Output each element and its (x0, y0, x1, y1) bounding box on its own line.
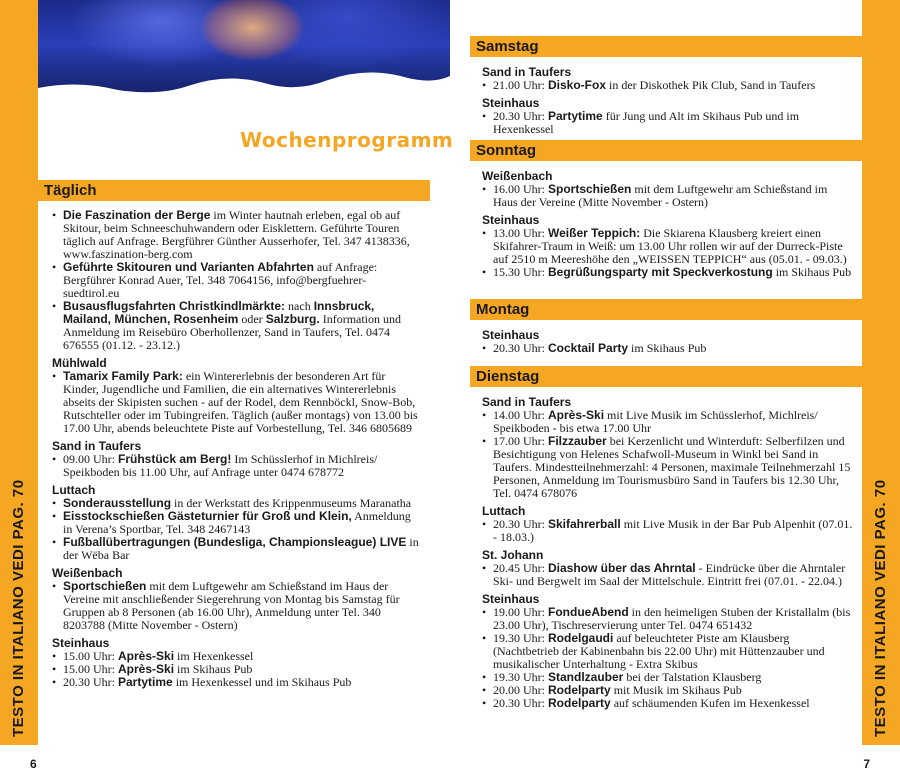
event-item (482, 562, 854, 588)
place-heading: Weißenbach (52, 566, 123, 580)
event-text: mit Live Musik im Schüsslerhof, Michlreis/ Speikboden - bis etwa 17.00 Uhr (493, 408, 818, 435)
event-highlight: Sportschießen (548, 182, 632, 196)
event-highlight: Partytime (548, 109, 603, 123)
event-text: Die Skiarena Klausberg kreiert einen Skifahrer-Traum in Weiß: um 13.00 Uhr rollen wir auf der Durreck-Piste auf 2510 m Meereshöhe den „WEISSEN TEPPICH“ aus (05.01. - 09.03.) (493, 226, 847, 266)
event-item (482, 435, 854, 500)
event-text: oder (238, 312, 266, 326)
event-text: Information und Anmeldung im Reisebüro Oberhollenzer, Sand in Taufers, Tel. 0474 676555 (01.12. - 23.12.) (63, 312, 402, 352)
event-highlight: Sportschießen (63, 579, 147, 593)
event-list (52, 209, 422, 352)
event-text: 20.00 Uhr: (493, 683, 548, 697)
event-text: 20.30 Uhr: (493, 696, 548, 710)
event-text: bei Kerzenlicht und Winterduft: Selberfilzen und Besichtigung von Helenes Schafwoll-Museum in Winkl bei Sand in Taufers. Mindestteilnehmerzahl: 4 Personen, maximale Teilnehmerzahl 15 Personen, Anmeldung im Tourismusbüro Sand in Taufers bis 12.30 Uhr, Tel. 0474 678076 (493, 434, 851, 500)
place-heading: Steinhaus (482, 592, 540, 606)
event-text: im Hexenkessel und im Skihaus Pub (172, 675, 352, 689)
event-highlight: Après-Ski (548, 408, 605, 422)
event-item (482, 79, 854, 92)
event-list (482, 409, 854, 500)
event-highlight: Partytime (118, 675, 173, 689)
event-text: im Skihaus Pub (174, 662, 253, 676)
place-heading: Steinhaus (52, 636, 110, 650)
event-highlight: Tamarix Family Park: (63, 369, 183, 383)
event-highlight: Standlzauber (548, 670, 624, 684)
event-highlight: FondueAbend (548, 605, 629, 619)
section-content (482, 396, 854, 710)
event-text: für Jung und Alt im Skihaus Pub und im Hexenkessel (493, 109, 800, 136)
place-heading: Steinhaus (482, 328, 540, 342)
header-photo (38, 0, 450, 110)
place-heading: Steinhaus (482, 96, 540, 110)
page-heading: Wochenprogramm (240, 128, 454, 152)
event-text: 15.00 Uhr: (63, 649, 118, 663)
place-heading: St. Johann (482, 548, 544, 562)
event-highlight: Innsbruck, Mailand, München, Rosenheim (63, 299, 375, 326)
left-edge-bar (0, 0, 38, 745)
event-text: bei der Talstation Klausberg (623, 670, 762, 684)
event-highlight: Après-Ski (118, 662, 175, 676)
section-bar-samstag: Samstag (470, 36, 862, 57)
event-highlight: Begrüßungsparty mit Speckverkostung (548, 265, 773, 279)
event-text: mit Musik im Skihaus Pub (610, 683, 742, 697)
event-text: mit dem Luftgewehr am Schießstand im Haus der Vereine (Mitte November - Ostern) (493, 182, 828, 209)
event-text: im Skihaus Pub (628, 341, 707, 355)
event-list (482, 562, 854, 588)
event-highlight: Filzzauber (548, 434, 607, 448)
place-heading: Sand in Taufers (52, 439, 142, 453)
section-content (482, 329, 854, 355)
event-item (52, 261, 422, 300)
event-text: 15.30 Uhr: (493, 265, 548, 279)
place-heading: Steinhaus (482, 213, 540, 227)
event-highlight: Après-Ski (118, 649, 175, 663)
event-text: in der Diskothek Pik Club, Sand in Taufers (606, 78, 816, 92)
event-highlight: Cocktail Party (548, 341, 629, 355)
event-highlight: Fußballübertragungen (Bundesliga, Championsleague) LIVE (63, 535, 407, 549)
snow-hill-shape (38, 0, 450, 110)
place-heading: Luttach (52, 483, 96, 497)
event-text: 16.00 Uhr: (493, 182, 548, 196)
event-text: in den heimeligen Stuben der Kristallalm (bis 23.00 Uhr), Tischreservierung unter Tel. 0474 651432 (493, 605, 851, 632)
event-highlight: Salzburg. (265, 312, 320, 326)
event-item (52, 300, 422, 352)
left-edge-text: TESTO IN ITALIANO VEDI PAG. 70 (10, 479, 27, 737)
place-heading: Luttach (482, 504, 526, 518)
event-text: 19.00 Uhr: (493, 605, 548, 619)
event-item (482, 227, 854, 266)
event-text: im Skihaus Pub (772, 265, 852, 279)
event-highlight: Skifahrerball (548, 517, 621, 531)
event-list (482, 227, 854, 279)
page-number-right: 7 (863, 757, 870, 771)
event-text: nach (285, 299, 314, 313)
event-text: 15.00 Uhr: (63, 662, 118, 676)
event-text: auf beleuchteter Piste am Klausberg (Nachtbetrieb der Kabinenbahn bis 22.00 Uhr) mit Hüttenzauber und musikalischer Unterhaltung - Extra Skibus (493, 631, 825, 671)
event-item (482, 697, 854, 710)
event-text: mit Live Musik in der Bar Pub Alpenhit (07.01. - 18.03.) (493, 517, 853, 544)
event-item (52, 580, 422, 632)
event-list (482, 342, 854, 355)
section-bar-dienstag: Dienstag (470, 366, 862, 387)
event-text: in der Werkstatt des Krippenmuseums Maranatha (171, 496, 412, 510)
place-heading: Mühlwald (52, 356, 107, 370)
event-item (482, 518, 854, 544)
event-text: 17.00 Uhr: (493, 434, 548, 448)
event-item (52, 536, 422, 562)
right-edge-bar (862, 0, 900, 745)
event-text: im Hexenkessel (174, 649, 254, 663)
event-text: 19.30 Uhr: (493, 631, 548, 645)
event-highlight: Eisstockschießen Gästeturnier für Groß und Klein, (63, 509, 352, 523)
event-highlight: Sonderausstellung (63, 496, 172, 510)
event-text: ein Wintererlebnis der besonderen Art für Kinder, Jugendliche und Familien, die ein alternatives Wintererlebnis abseits der Skipisten suchen - auf der Rodel, dem Rennböckl, Snow-Bob, Rutschteller oder im Tubingreifen. Täglich (außer montags) von 13.00 bis 17.00 Uhr, abends beleuchtete Piste auf Vorbestellung, Tel. 346 6805689 (63, 369, 418, 435)
event-highlight: Frühstück am Berg! (118, 452, 232, 466)
event-text: auf schäumenden Kufen im Hexenkessel (610, 696, 810, 710)
event-list (482, 110, 854, 136)
event-item (482, 266, 854, 279)
event-item (482, 183, 854, 209)
event-text: - Eindrücke über die Ahrntaler Ski- und Bergwelt im Saal der Mittelschule. Eintritt frei (07.01. - 22.04.) (493, 561, 846, 588)
event-item (52, 510, 422, 536)
event-list (482, 606, 854, 710)
event-list (482, 518, 854, 544)
page-right (450, 0, 900, 783)
event-item (482, 632, 854, 671)
event-highlight: Disko-Fox (548, 78, 607, 92)
event-highlight: Diashow über das Ahrntal (548, 561, 696, 575)
event-item (52, 370, 422, 435)
event-item (482, 409, 854, 435)
event-text: mit dem Luftgewehr am Schießstand im Haus der Vereine mit anschließender Siegerehrung von Montag bis Samstag für Gruppen ab 8 Personen (ab 16.00 Uhr), Anmeldung unter Tel. 340 8203788 (Mitte November - Ostern) (63, 579, 400, 632)
section-bar-taeglich: Täglich (38, 180, 430, 201)
event-text: im Winter hautnah erleben, egal ob auf Skitour, beim Schneeschuhwandern oder Eisklettern. Geführte Touren täglich auf Anfrage. Bergführer Günther Ausserhofer, Tel. 347 4138336, www.faszination-berg.com (63, 208, 410, 261)
left-content (52, 209, 422, 689)
event-highlight: Geführte Skitouren und Varianten Abfahrten (63, 260, 314, 274)
place-heading: Weißenbach (482, 169, 553, 183)
event-highlight: Rodelparty (548, 683, 611, 697)
event-text: 20.45 Uhr: (493, 561, 548, 575)
section-content (482, 66, 854, 136)
event-item (482, 342, 854, 355)
event-item (52, 209, 422, 261)
event-text: auf Anfrage: Bergführer Konrad Auer, Tel. 348 7064156, info@bergfuehrer-suedtirol.eu (63, 260, 378, 300)
event-list (52, 650, 422, 689)
event-text: 20.30 Uhr: (493, 109, 548, 123)
event-highlight: Busausflugsfahrten Christkindlmärkte: (63, 299, 286, 313)
event-list (52, 453, 422, 479)
event-text: 21.00 Uhr: (493, 78, 548, 92)
event-item (482, 606, 854, 632)
event-item (482, 110, 854, 136)
event-text: 14.00 Uhr: (493, 408, 548, 422)
event-text: in der Wëba Bar (63, 535, 419, 562)
section-content (482, 170, 854, 279)
event-text: Im Schüsslerhof in Michlreis/ Speikboden bis 11.00 Uhr, auf Anfrage unter 0474 678772 (63, 452, 378, 479)
event-text: 20.30 Uhr: (63, 675, 118, 689)
page-number-left: 6 (30, 757, 37, 771)
event-highlight: Rodelgaudi (548, 631, 614, 645)
event-text: 19.30 Uhr: (493, 670, 548, 684)
event-list (52, 370, 422, 435)
event-text: Anmeldung in Verena’s Sportbar, Tel. 348 2467143 (63, 509, 411, 536)
event-highlight: Die Faszination der Berge (63, 208, 211, 222)
event-text: 09.00 Uhr: (63, 452, 118, 466)
event-item (52, 453, 422, 479)
section-bar-sonntag: Sonntag (470, 140, 862, 161)
event-text: 13.00 Uhr: (493, 226, 548, 240)
section-bar-montag: Montag (470, 299, 862, 320)
right-edge-text: TESTO IN ITALIANO VEDI PAG. 70 (872, 479, 889, 737)
event-highlight: Weißer Teppich: (548, 226, 641, 240)
event-list (52, 497, 422, 562)
event-item (52, 676, 422, 689)
event-list (482, 79, 854, 92)
place-heading: Sand in Taufers (482, 395, 572, 409)
event-list (482, 183, 854, 209)
event-highlight: Rodelparty (548, 696, 611, 710)
place-heading: Sand in Taufers (482, 65, 572, 79)
event-list (52, 580, 422, 632)
event-text: 20.30 Uhr: (493, 517, 548, 531)
event-text: 20.30 Uhr: (493, 341, 548, 355)
